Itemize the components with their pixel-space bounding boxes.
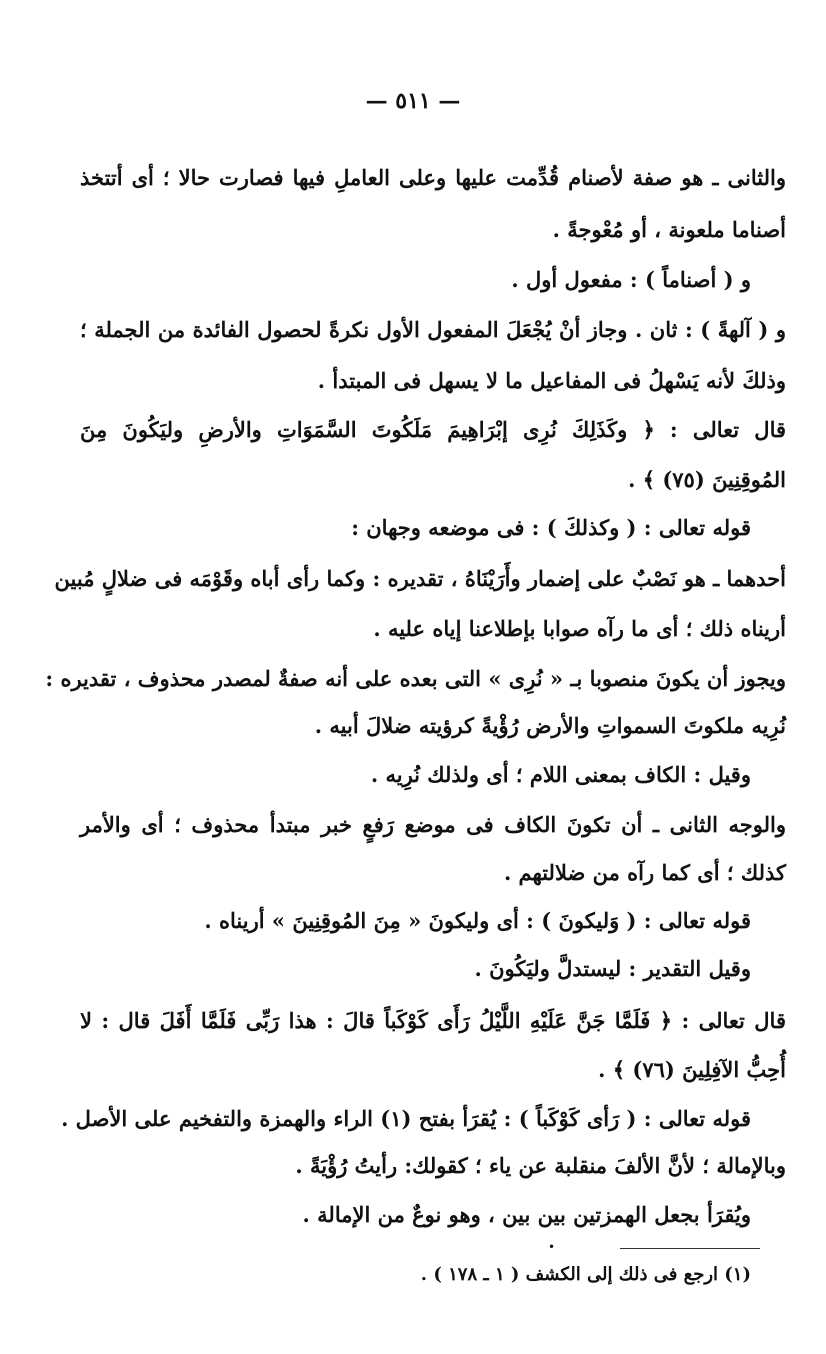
text-line: وقيل : الكاف بمعنى اللام ؛ أى ولذلك نُرِيه . (370, 762, 751, 787)
text-line: وذلكَ لأنه يَسْهلُ فى المفاعيل ما لا يسهل فى المبتدأ . (317, 368, 786, 393)
text-line: ويُقرَأ بجعل الهمزتين بين بين ، وهو نوعٌ من الإمالة . (302, 1202, 751, 1227)
text-line: قال تعالى : ﴿ وكَذَلِكَ نُرِى إبْرَاهِيمَ مَلَكُوتَ السَّمَوَاتِ والأرضِ وليَكُونَ مِنَ (80, 417, 786, 442)
page-number: — ٥١١ — (365, 88, 461, 114)
text-line: قوله تعالى : ( وكذلكَ ) : فى موضعه وجهان : (351, 515, 751, 540)
text-line: أحدهما ـ هو نَصْبٌ على إضمار وأَرَيْنَاهُ ، تقديره : وكما رأى أباه وقَوْمَه فى ضلالٍ مُبين (54, 566, 786, 591)
text-line: قال تعالى : ﴿ فَلَمَّا جَنَّ عَلَيْهِ اللَّيْلُ رَأَى كَوْكَباً قالَ : هذا رَبِّى فَلَمَّا أَفَلَ قال : لا (80, 1008, 786, 1033)
separator-dot: • (548, 1240, 556, 1254)
text-line: المُوقِنِينَ (٧٥) ﴾ . (628, 467, 786, 492)
text-line: أصناما ملعونة ، أو مُعْوجةً . (552, 217, 786, 242)
text-line: أريناه ذلك ؛ أى ما رآه صوابا بإطلاعنا إياه عليه . (373, 616, 786, 641)
text-line: أُحِبُّ الآفِلِينَ (٧٦) ﴾ . (598, 1057, 786, 1082)
text-line: وبالإمالة ؛ لأنَّ الألفَ منقلبة عن ياء ؛ كقولك: رأيتُ رُؤْيَةً . (295, 1153, 786, 1178)
text-line: ويجوز أن يكونَ منصوبا بـ « نُرِى » التى بعده على أنه صفةٌ لمصدر محذوف ، تقديره : (45, 666, 786, 691)
text-line: قوله تعالى : ( رَأى كَوْكَباً ) : يُقرَأ بفتح (١) الراء والهمزة والتفخيم على الأصل . (61, 1106, 751, 1131)
footnote-rule (620, 1248, 760, 1249)
text-line: وقيل التقدير : ليستدلَّ وليَكُونَ . (474, 956, 751, 981)
text-line: والوجه الثانى ـ أن تكونَ الكاف فى موضع رَفعٍ خبر مبتدأ محذوف ؛ أى والأمر (80, 812, 786, 837)
text-line: قوله تعالى : ( وَليكونَ ) : أى وليكونَ « مِنَ المُوقِنِينَ » أريناه . (204, 908, 751, 933)
text-line: نُرِيه ملكوتَ السمواتِ والأرض رُؤْيةً كرؤيته ضلالَ أبيه . (314, 713, 786, 738)
footnote: (١) ارجع فى ذلك إلى الكشف ( ١ ـ ١٧٨ ) . (420, 1264, 751, 1285)
text-line: والثانى ـ هو صفة لأصنام قُدِّمت عليها وعلى العاملِ فيها فصارت حالا ؛ أى أتتخذ (80, 165, 786, 190)
text-line: و ( آلهةً ) : ثان . وجاز أنْ يُجْعَلَ المفعول الأول نكرةً لحصول الفائدة من الجملة ؛ (80, 317, 786, 342)
text-line: كذلك ؛ أى كما رآه من ضلالتهم . (503, 860, 786, 885)
text-line: و ( أصناماً ) : مفعول أول . (511, 267, 751, 292)
